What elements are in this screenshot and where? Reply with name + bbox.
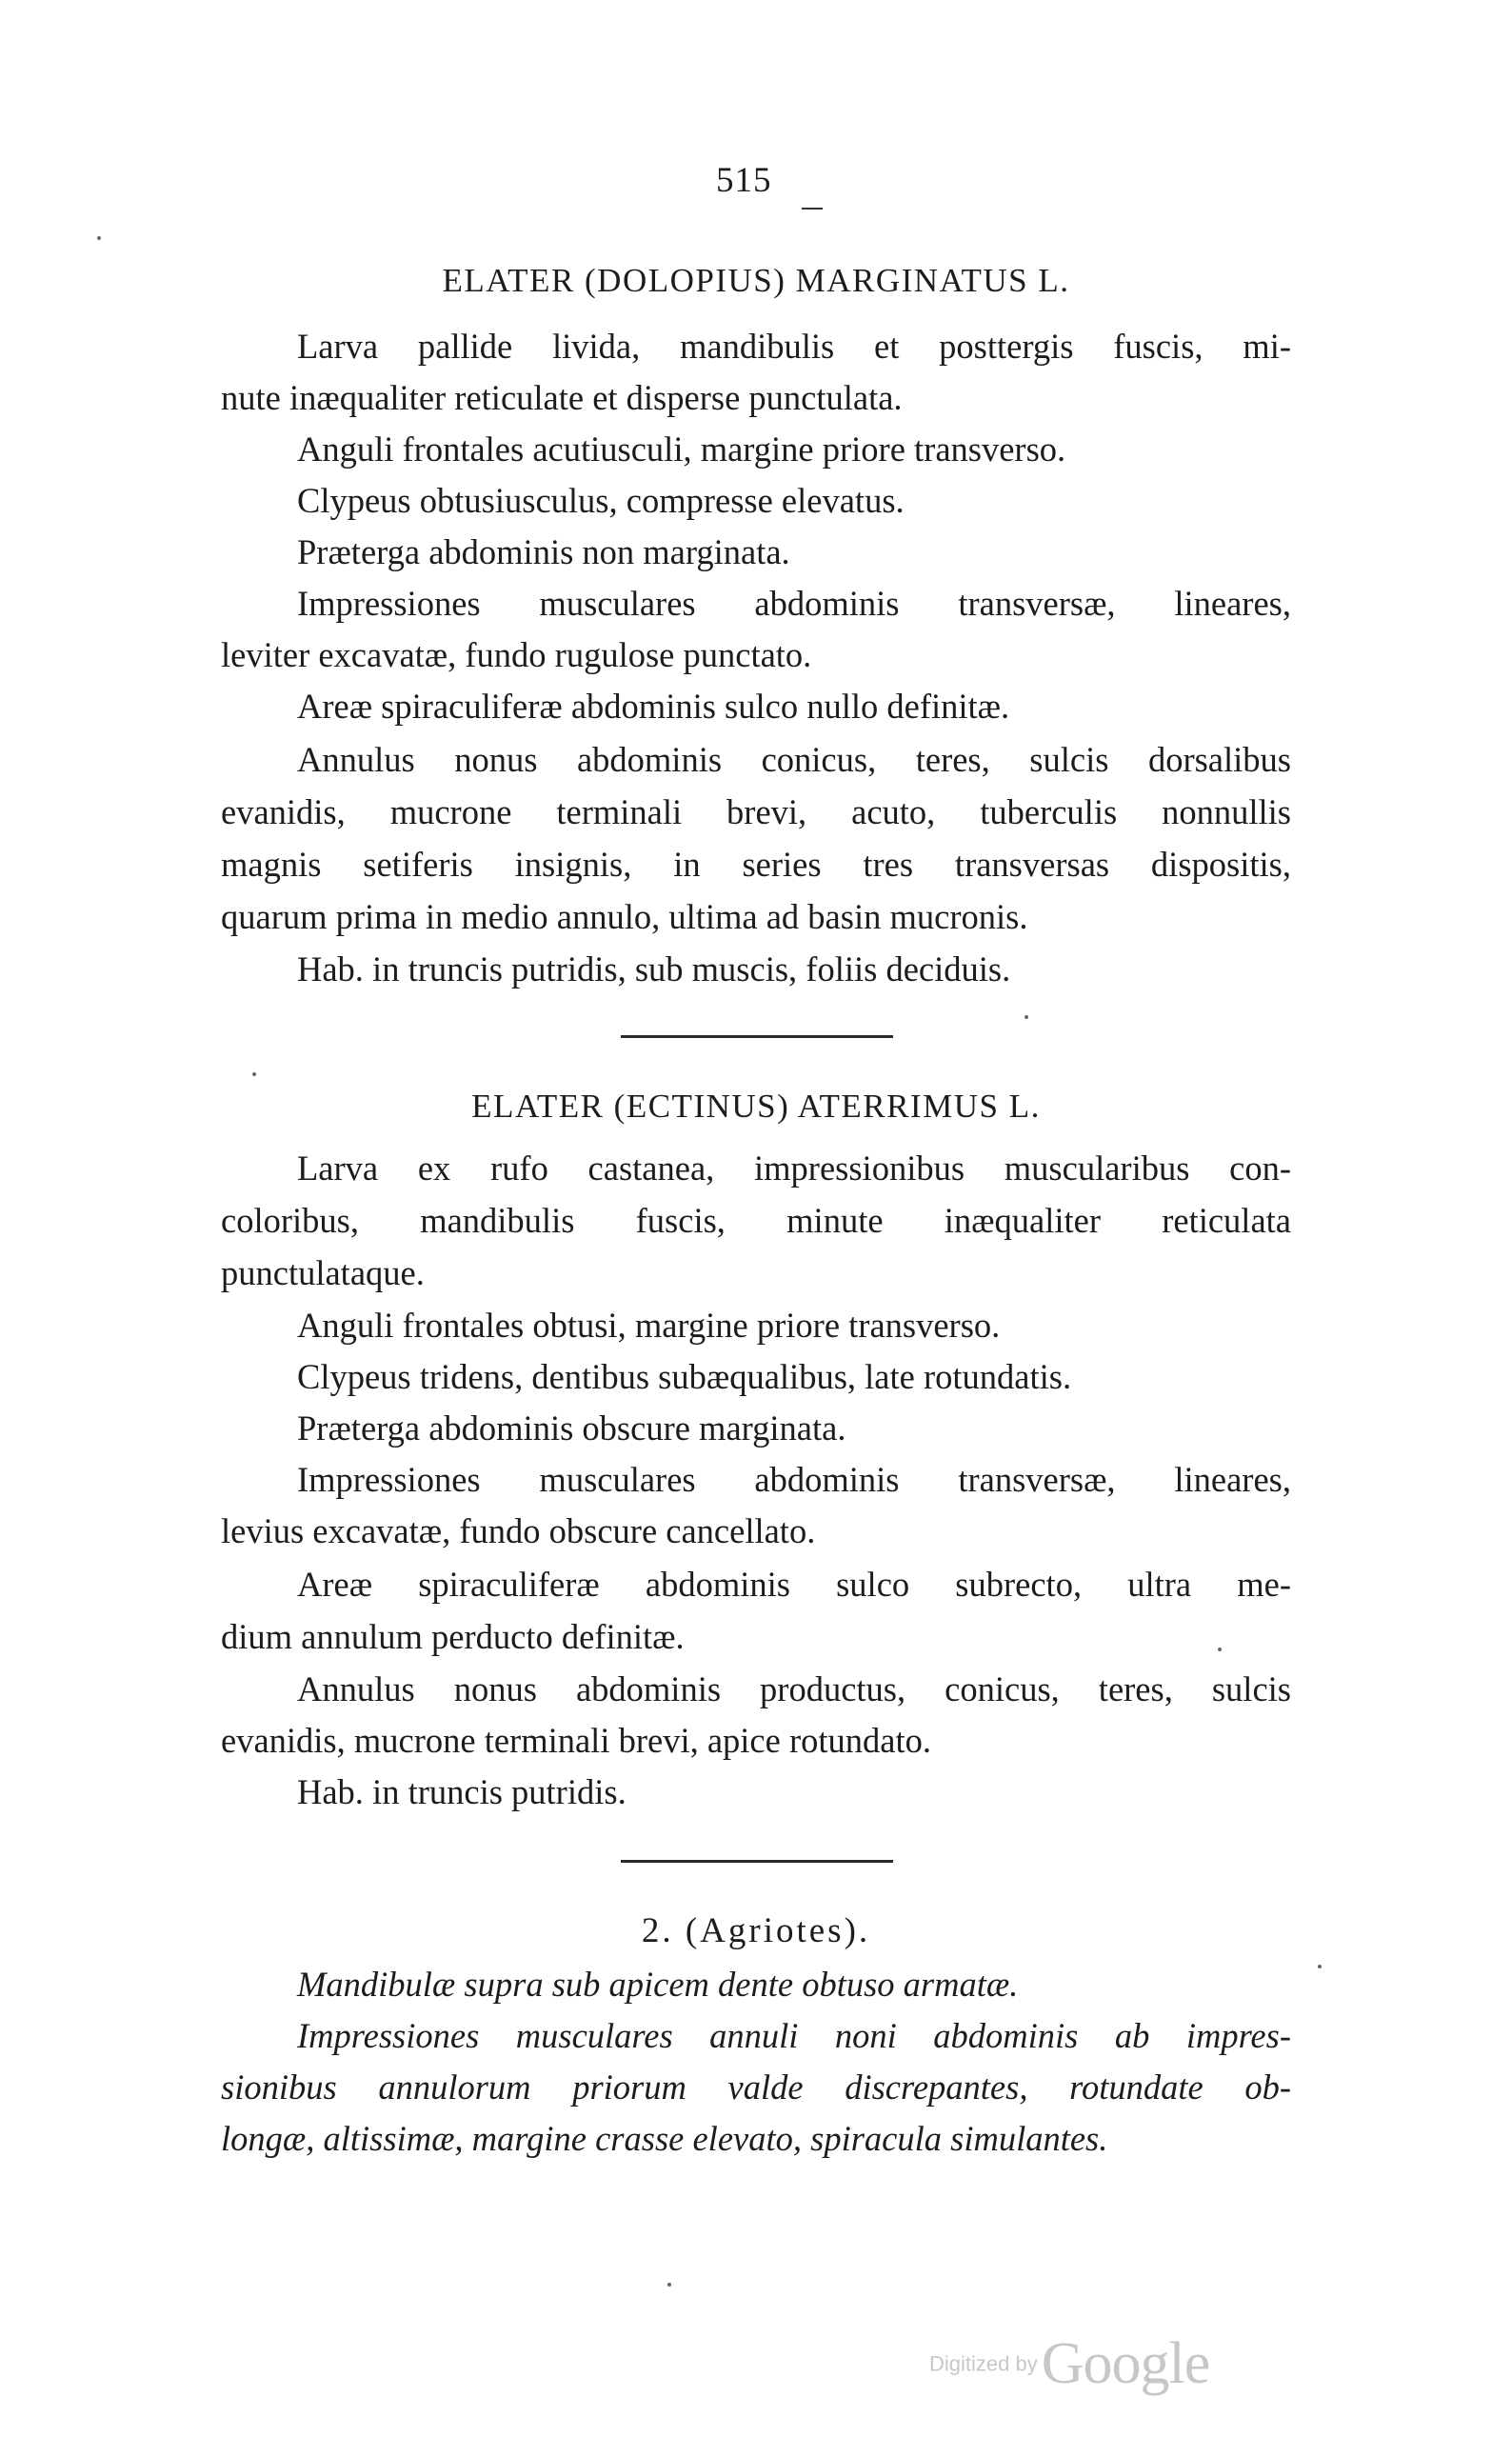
digitized-watermark xyxy=(929,2330,1209,2398)
scan-speck xyxy=(97,236,101,240)
section1-line: Annulus nonus abdominis conicus, teres, sulcis dorsalibus xyxy=(297,740,1291,779)
section1-line: Larva pallide livida, mandibulis et posttergis fuscis, mi- xyxy=(297,327,1291,366)
section1-line: Impressiones musculares abdominis transversæ, lineares, xyxy=(297,584,1291,623)
section1-line: Clypeus obtusiusculus, compresse elevatus. xyxy=(297,481,905,520)
section-divider xyxy=(621,1035,893,1038)
section1-line: evanidis, mucrone terminali brevi, acuto, tuberculis nonnullis xyxy=(221,792,1291,831)
section2-line: dium annulum perducto definitæ. xyxy=(221,1617,685,1656)
section1-line: magnis setiferis insignis, in series tres transversas dispositis, xyxy=(221,845,1291,884)
page-number: 515 xyxy=(716,161,772,200)
section1-line: nute inæqualiter reticulate et disperse punctulata. xyxy=(221,378,903,417)
section2-line: Impressiones musculares abdominis transversæ, lineares, xyxy=(297,1460,1291,1499)
section3-line: Mandibulæ supra sub apicem dente obtuso armatæ. xyxy=(297,1965,1019,2004)
section2-line: Clypeus tridens, dentibus subæqualibus, late rotundatis. xyxy=(297,1357,1072,1396)
section1-line: leviter excavatæ, fundo rugulose punctato. xyxy=(221,635,812,674)
section2-line: coloribus, mandibulis fuscis, minute inæqualiter reticulata xyxy=(221,1201,1291,1240)
section2-heading: ELATER (ECTINUS) ATERRIMUS L. xyxy=(471,1088,1041,1125)
section2-line: levius excavatæ, fundo obscure cancellato. xyxy=(221,1511,816,1550)
scan-speck xyxy=(252,1072,256,1076)
section3-line: longæ, altissimæ, margine crasse elevato, spiracula simulantes. xyxy=(221,2119,1108,2158)
scan-speck xyxy=(667,2283,671,2287)
section2-line: punctulataque. xyxy=(221,1253,425,1292)
section3-line: sionibus annulorum priorum valde discrepantes, rotundate ob- xyxy=(221,2067,1291,2107)
section1-line: quarum prima in medio annulo, ultima ad basin mucronis. xyxy=(221,897,1028,936)
section2-line: Larva ex rufo castanea, impressionibus muscularibus con- xyxy=(297,1149,1291,1188)
header-mark xyxy=(802,208,823,210)
section2-line: Areæ spiraculiferæ abdominis sulco subrecto, ultra me- xyxy=(297,1565,1291,1604)
section2-line: evanidis, mucrone terminali brevi, apice rotundato. xyxy=(221,1721,931,1760)
section2-line: Anguli frontales obtusi, margine priore transverso. xyxy=(297,1306,1001,1345)
section-divider xyxy=(621,1860,893,1863)
section1-line: Præterga abdominis non marginata. xyxy=(297,532,790,571)
section3-line: Impressiones musculares annuli noni abdominis ab impres- xyxy=(297,2016,1291,2055)
section2-line: Præterga abdominis obscure marginata. xyxy=(297,1408,846,1448)
watermark-prefix: Digitized by xyxy=(929,2351,1038,2376)
section1-line: Areæ spiraculiferæ abdominis sulco nullo definitæ. xyxy=(297,687,1010,726)
scan-speck xyxy=(1318,1965,1322,1968)
section2-line: Hab. in truncis putridis. xyxy=(297,1772,627,1811)
section3-heading: 2. (Agriotes). xyxy=(641,1911,871,1950)
scan-speck xyxy=(1025,1015,1028,1019)
scan-speck xyxy=(1218,1648,1222,1651)
google-logo: Google xyxy=(1041,2331,1210,2396)
section1-heading: ELATER (DOLOPIUS) MARGINATUS L. xyxy=(442,262,1070,299)
section2-line: Annulus nonus abdominis productus, conicus, teres, sulcis xyxy=(297,1669,1291,1708)
section1-line: Hab. in truncis putridis, sub muscis, foliis deciduis. xyxy=(297,949,1011,989)
section1-line: Anguli frontales acutiusculi, margine priore transverso. xyxy=(297,429,1066,469)
